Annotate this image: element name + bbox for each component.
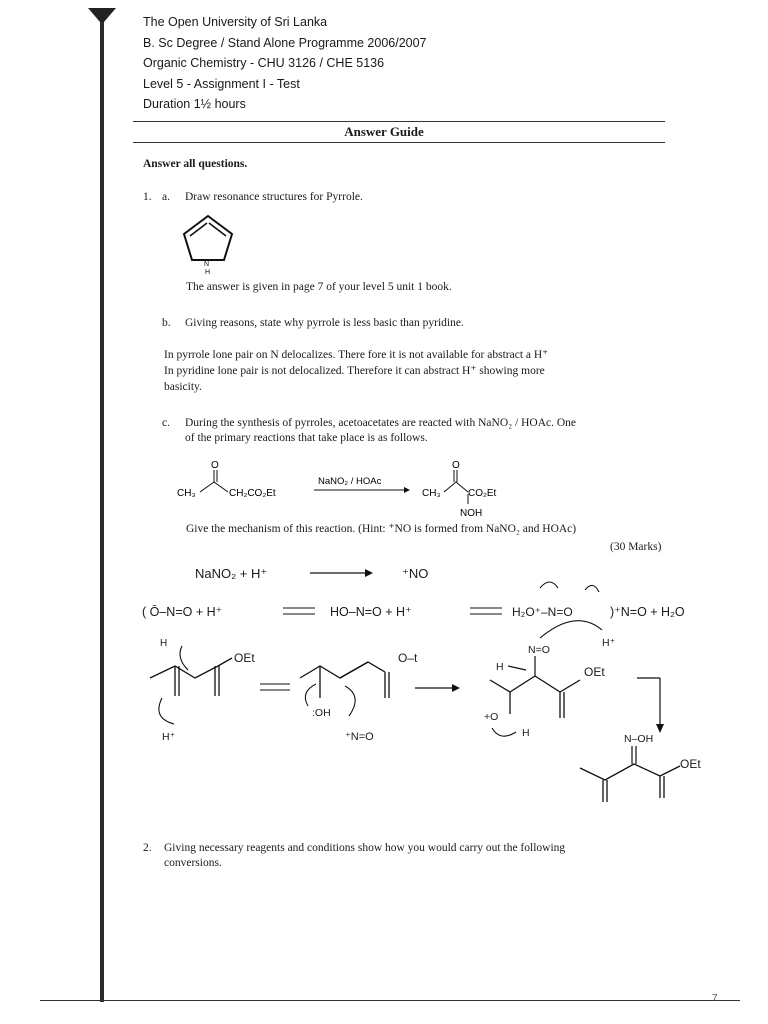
product-ch3: CH₃ [422,488,441,499]
q1c-question-line1: During the synthesis of pyrroles, acetoacetates are reacted with NaNO₂ / HOAc. One [185,417,577,429]
header-rule-top [133,121,665,122]
q1-marks: (30 Marks) [610,541,662,553]
level-line: Level 5 - Assignment I - Test [143,76,300,91]
header-rule-bottom [133,142,665,143]
hw-oxonium: +O [484,711,499,723]
hw-o-t: O–t [398,651,418,665]
q1-number: 1. [143,191,152,203]
hw-eq1-left: NaNO₂ + H⁺ [195,566,268,581]
hw-h-bottom: H [522,727,530,739]
q1a-question: Draw resonance structures for Pyrrole. [185,191,363,203]
reactant-o: O [211,460,219,471]
hw-h-top: H [160,638,168,649]
hw-eq2-d: )⁺N=O + H₂O [610,605,685,619]
page-binding-edge [100,10,104,1002]
hw-nitrosonium: ⁺N=O [345,731,374,743]
hw-h-plus-2: H⁺ [602,637,616,649]
printed-reaction-scheme [172,458,552,528]
q1c-label: c. [162,417,170,429]
reactant-ch2co2et: CH₂CO₂Et [229,488,276,499]
q2-question-line1: Giving necessary reagents and conditions show how you would carry out the following [164,842,566,854]
hw-oxime-n-oh: N–OH [624,733,654,745]
hw-oet-1: OEt [234,651,255,665]
hw-h-mid: H [496,661,504,673]
q1a-answer: The answer is given in page 7 of your level 5 unit 1 book. [186,281,452,293]
hw-eq2-c: H₂O⁺–N=O [512,605,573,619]
hw-h-plus-1: H⁺ [162,731,176,743]
page-bottom-rule [40,1000,740,1001]
pyrrole-h-label: H [205,269,211,276]
reactant-ch3: CH₃ [177,488,196,499]
q1b-answer-line3: basicity. [164,381,202,393]
hw-oet-3: OEt [680,757,701,771]
instruction: Answer all questions. [143,158,248,170]
hw-eq1-right: ⁺NO [402,566,429,581]
product-o: O [452,460,460,471]
hw-eq2-b: HO–N=O + H⁺ [330,605,412,619]
q1b-answer-line1: In pyrrole lone pair on N delocalizes. There fore it is not available for abstract a H⁺ [164,349,549,361]
q1b-question: Giving reasons, state why pyrrole is less basic than pyridine. [185,317,464,329]
reagent-label: NaNO₂ / HOAc [318,476,382,487]
hw-eq2-a: ( Ō–N=O + H⁺ [142,605,223,619]
handwritten-mechanism [140,558,760,808]
binding-clip-shape [88,8,116,22]
q1c-question-line2: of the primary reactions that take place is as follows. [185,432,428,444]
q1c-mechanism-prompt: Give the mechanism of this reaction. (Hint: ⁺NO is formed from NaNO₂ and HOAc) [186,523,577,535]
hw-enol-oh: :OH [312,707,331,719]
hw-nitroso-top: N=O [528,644,550,656]
duration-line: Duration 1½ hours [143,97,246,111]
answer-guide-title: Answer Guide [344,124,424,139]
programme-line: B. Sc Degree / Stand Alone Programme 2006/2007 [143,35,427,50]
pyrrole-n-label: N [204,261,210,268]
university-name: The Open University of Sri Lanka [143,15,328,29]
product-co2et: CO₂Et [468,488,497,499]
document-header [143,12,427,115]
hw-oet-2: OEt [584,665,605,679]
q1b-answer-line2: In pyridine lone pair is not delocalized. Therefore it can abstract H⁺ showing more [164,365,545,377]
course-line: Organic Chemistry - CHU 3126 / CHE 5136 [143,56,385,70]
q1a-label: a. [162,191,170,203]
pyrrole-structure [178,210,248,275]
q2-number: 2. [143,842,152,854]
q1b-label: b. [162,317,171,329]
q2-question-line2: conversions. [164,857,222,869]
product-noh: NOH [460,508,483,519]
page-number: 7 [712,993,718,1004]
